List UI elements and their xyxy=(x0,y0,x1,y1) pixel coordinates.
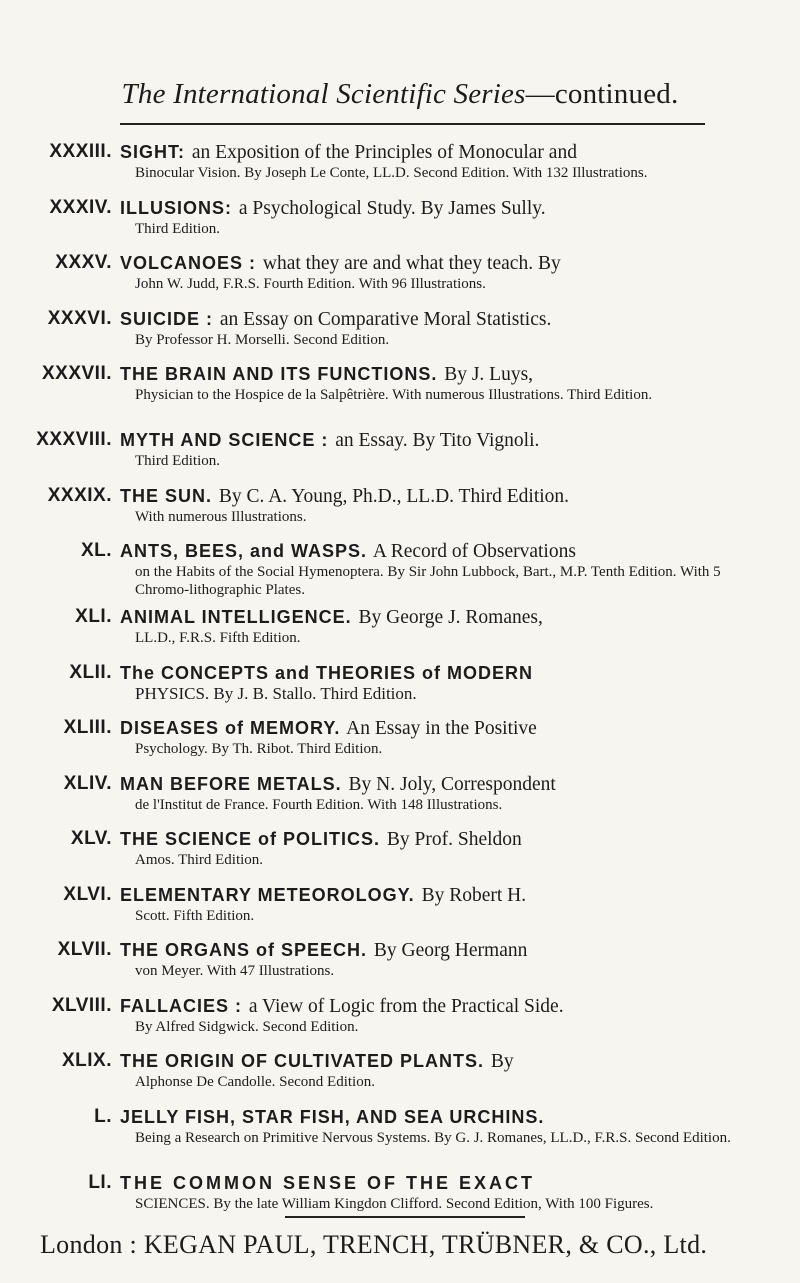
publisher-footer xyxy=(40,1230,780,1260)
volume-number: XXXVII. xyxy=(41,363,112,384)
volume-detail: Binocular Vision. By Joseph Le Conte, LL.D. Second Edition. With 132 Illustrations. xyxy=(135,165,648,181)
volume-detail: John W. Judd, F.R.S. Fourth Edition. With 96 Illustrations. xyxy=(135,276,486,292)
volume-number: XXXIII. xyxy=(49,141,112,162)
list-item xyxy=(0,827,800,883)
volume-number: XLVI. xyxy=(63,883,112,905)
volume-detail: Physician to the Hospice de la Salpêtrière. With numerous Illustrations. Third Edition. xyxy=(135,387,653,403)
volume-number: XLIX. xyxy=(61,1050,112,1071)
list-item xyxy=(0,362,800,428)
header-rule xyxy=(120,123,705,125)
volume-number: L. xyxy=(94,1105,112,1127)
series-list xyxy=(0,140,800,1237)
volume-title: ELEMENTARY METEOROLOGY. xyxy=(120,884,415,905)
volume-title: THE COMMON SENSE OF THE EXACT xyxy=(120,1172,536,1193)
volume-number: XLII. xyxy=(69,661,112,683)
list-item xyxy=(0,251,800,307)
volume-title: DISEASES of MEMORY. xyxy=(120,718,341,738)
list-item xyxy=(0,716,800,772)
volume-detail: SCIENCES. By the late William Kingdon Clifford. Second Edition, With 100 Figures. xyxy=(135,1195,654,1212)
volume-detail: on the Habits of the Social Hymenoptera. By Sir John Lubbock, Bart., M.P. Tenth Edition. With 5 Chromo-lithographic Plates. xyxy=(135,564,721,598)
volume-subtitle: By N. Joly, Correspondent xyxy=(348,773,556,795)
volume-subtitle: By Georg Hermann xyxy=(373,940,528,961)
list-item xyxy=(0,883,800,939)
list-item xyxy=(0,605,800,661)
volume-detail: Amos. Third Edition. xyxy=(135,852,264,868)
volume-number: XXXVI. xyxy=(47,307,112,329)
volume-subtitle: By Prof. Sheldon xyxy=(386,829,522,850)
volume-title: THE BRAIN AND ITS FUNCTIONS. xyxy=(120,364,438,384)
footer-rule xyxy=(285,1216,525,1218)
volume-number: XXXVIII. xyxy=(36,429,112,450)
volume-detail: Psychology. By Th. Ribot. Third Edition. xyxy=(135,741,383,757)
volume-subtitle: By George J. Romanes, xyxy=(358,607,543,628)
series-title-suffix: —continued. xyxy=(525,78,679,110)
volume-number: XLIII. xyxy=(63,717,112,738)
volume-subtitle: By xyxy=(490,1051,514,1072)
volume-subtitle: By J. Luys, xyxy=(444,364,534,385)
volume-title: VOLCANOES : xyxy=(120,253,257,273)
volume-title: ILLUSIONS: xyxy=(120,197,232,218)
volume-subtitle: an Essay on Comparative Moral Statistics. xyxy=(219,308,552,330)
volume-detail: By Professor H. Morselli. Second Edition. xyxy=(135,331,390,348)
volume-number: XLI. xyxy=(75,606,112,627)
volume-number: XL. xyxy=(80,540,112,561)
publisher-name: KEGAN PAUL, TRENCH, TRÜBNER, & CO., Ltd. xyxy=(143,1230,708,1259)
volume-title: THE SCIENCE of POLITICS. xyxy=(120,829,381,849)
volume-number: LI. xyxy=(88,1171,112,1193)
volume-number: XLVIII. xyxy=(51,994,112,1016)
list-item xyxy=(0,307,800,363)
volume-title: ANIMAL INTELLIGENCE. xyxy=(120,607,352,627)
list-item xyxy=(0,938,800,994)
volume-title: THE ORIGIN OF CULTIVATED PLANTS. xyxy=(120,1051,484,1071)
volume-subtitle: an Essay. By Tito Vignoli. xyxy=(335,430,540,451)
volume-detail: PHYSICS. By J. B. Stallo. Third Edition. xyxy=(135,683,417,703)
volume-number: XLIV. xyxy=(63,772,112,794)
list-item xyxy=(0,1105,800,1171)
list-item xyxy=(0,539,800,605)
volume-title: ANTS, BEES, and WASPS. xyxy=(120,541,368,561)
volume-detail: Being a Research on Primitive Nervous Systems. By G. J. Romanes, LL.D., F.R.S. Second Edition. xyxy=(135,1129,731,1146)
volume-detail: LL.D., F.R.S. Fifth Edition. xyxy=(135,630,301,646)
volume-subtitle: a Psychological Study. By James Sully. xyxy=(238,197,546,219)
volume-number: XLVII. xyxy=(57,939,112,960)
volume-subtitle: a View of Logic from the Practical Side. xyxy=(248,995,564,1017)
list-item xyxy=(0,428,800,484)
volume-subtitle: A Record of Observations xyxy=(372,541,576,562)
list-item xyxy=(0,1171,800,1237)
volume-title: MAN BEFORE METALS. xyxy=(120,773,342,794)
volume-number: XLV. xyxy=(70,828,112,849)
volume-number: XXXIV. xyxy=(49,196,112,218)
volume-title: SIGHT: xyxy=(120,142,186,162)
volume-number: XXXV. xyxy=(55,252,112,273)
series-title: The International Scientific Series xyxy=(121,78,526,110)
list-item xyxy=(0,661,800,717)
volume-subtitle: what they are and what they teach. By xyxy=(262,253,561,274)
volume-subtitle: By Robert H. xyxy=(421,884,527,906)
volume-title: SUICIDE : xyxy=(120,308,214,329)
page-header xyxy=(0,78,800,111)
list-item xyxy=(0,772,800,828)
list-item xyxy=(0,994,800,1050)
volume-detail: Third Edition. xyxy=(135,453,220,469)
list-item xyxy=(0,1049,800,1105)
volume-detail: Scott. Fifth Edition. xyxy=(135,907,255,924)
volume-title: MYTH AND SCIENCE : xyxy=(120,430,329,450)
volume-detail: With numerous Illustrations. xyxy=(135,508,307,525)
list-item xyxy=(0,196,800,252)
list-item xyxy=(0,484,800,540)
volume-subtitle: By C. A. Young, Ph.D., LL.D. Third Edition. xyxy=(218,485,570,507)
publisher-city: London : xyxy=(40,1230,138,1259)
volume-title: THE ORGANS of SPEECH. xyxy=(120,940,368,960)
volume-title: The CONCEPTS and THEORIES of MODERN xyxy=(120,662,534,683)
volume-subtitle: An Essay in the Positive xyxy=(346,718,537,739)
volume-detail: Third Edition. xyxy=(135,220,220,237)
volume-detail: von Meyer. With 47 Illustrations. xyxy=(135,963,335,979)
volume-title: JELLY FISH, STAR FISH, AND SEA URCHINS. xyxy=(120,1106,545,1127)
volume-detail: de l'Institut de France. Fourth Edition. With 148 Illustrations. xyxy=(135,796,503,813)
volume-detail: By Alfred Sidgwick. Second Edition. xyxy=(135,1018,359,1035)
volume-title: THE SUN. xyxy=(120,485,213,506)
volume-detail: Alphonse De Candolle. Second Edition. xyxy=(135,1074,375,1090)
list-item xyxy=(0,140,800,196)
volume-number: XXXIX. xyxy=(47,484,112,506)
volume-title: FALLACIES : xyxy=(120,995,242,1016)
volume-subtitle: an Exposition of the Principles of Monocular and xyxy=(191,142,577,163)
